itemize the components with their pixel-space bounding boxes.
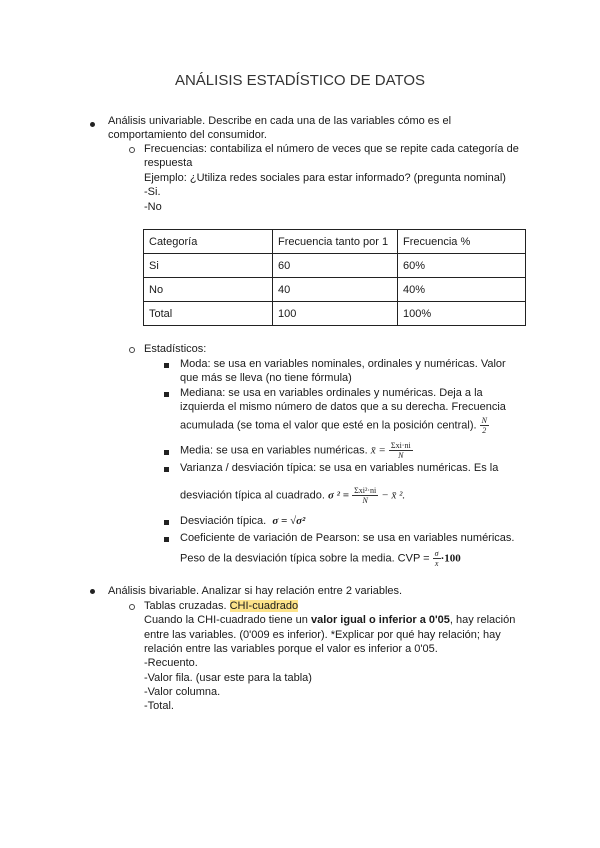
- text-line: [144, 599, 298, 613]
- table-row: [144, 254, 526, 278]
- denominator: N: [398, 451, 404, 460]
- table-cell: 60: [273, 254, 398, 278]
- bullet-icon: [90, 122, 95, 127]
- denominator: N: [362, 496, 368, 505]
- text: Estadísticos:: [144, 343, 207, 355]
- cvp-formula-rhs: ·100: [440, 552, 461, 565]
- text-line: [180, 549, 461, 568]
- table-cell: Si: [144, 254, 273, 278]
- text: -No: [144, 201, 162, 213]
- text: que más se lleva (no tiene fórmula): [180, 372, 352, 384]
- table-header: Frecuencia tanto por 1: [273, 230, 398, 254]
- text: -Valor columna.: [144, 686, 221, 698]
- numerator: N: [481, 416, 487, 425]
- square-bullet-icon: [164, 450, 169, 455]
- text: relación entre las variables porque el valor es inferior a 0'05.: [144, 643, 438, 655]
- table-cell: 100%: [398, 302, 526, 326]
- text: Mediana: se usa en variables ordinales y numéricas. Deja a la: [180, 387, 483, 399]
- text: , hay relación: [449, 614, 516, 626]
- square-bullet-icon: [164, 537, 169, 542]
- table-cell: 100: [273, 302, 398, 326]
- text-line: [180, 416, 489, 435]
- text: respuesta: [144, 157, 193, 169]
- text: -Total.: [144, 700, 174, 712]
- text: desviación típica al cuadrado.: [180, 489, 325, 502]
- table-cell: Total: [144, 302, 273, 326]
- square-bullet-icon: [164, 520, 169, 525]
- text-line: [180, 441, 413, 460]
- bold-text: valor igual o inferior a 0'05: [310, 614, 450, 626]
- text: Moda: se usa en variables nominales, ordinales y numéricas. Valor: [180, 358, 506, 370]
- page-title: ANÁLISIS ESTADÍSTICO DE DATOS: [174, 72, 426, 89]
- text-line: [180, 486, 405, 505]
- text: comportamiento del consumidor.: [108, 129, 267, 141]
- table-cell: 40: [273, 278, 398, 302]
- text: Cuando la CHI-cuadrado tiene un: [144, 614, 311, 626]
- variance-formula-lhs: σ ² =: [328, 489, 349, 502]
- text: Media: se usa en variables numéricas.: [180, 444, 368, 457]
- table-cell: 60%: [398, 254, 526, 278]
- circle-bullet-icon: [129, 604, 135, 610]
- mean-formula-lhs: x̄ =: [370, 444, 386, 457]
- frequency-table: [143, 229, 526, 326]
- denominator: x: [434, 559, 439, 568]
- table-header-row: [144, 230, 526, 254]
- text: Desviación típica.: [180, 515, 267, 527]
- highlighted-text: CHI-cuadrado: [229, 600, 299, 612]
- variance-formula: [352, 486, 378, 505]
- median-formula: [480, 416, 489, 435]
- table-header: Frecuencia %: [398, 230, 526, 254]
- numerator: Σxi²·ni: [354, 486, 377, 495]
- variance-formula-rhs: − x̄ ².: [381, 489, 406, 502]
- table-header: Categoría: [144, 230, 273, 254]
- text: Análisis bivariable. Analizar si hay relación entre 2 variables.: [108, 585, 403, 597]
- mean-formula: [389, 441, 413, 460]
- text: -Si.: [144, 186, 161, 198]
- cvp-formula: [433, 549, 441, 568]
- circle-bullet-icon: [129, 147, 135, 153]
- table-row: [144, 302, 526, 326]
- text: Tablas cruzadas.: [144, 600, 227, 612]
- table-row: [144, 278, 526, 302]
- text: acumulada (se toma el valor que esté en la posición central).: [180, 419, 477, 432]
- bullet-icon: [90, 589, 95, 594]
- text-line: [144, 613, 515, 627]
- text: entre las variables. (0'009 es inferior). *Explicar por qué hay relación; hay: [144, 629, 501, 641]
- text: -Valor fila. (usar este para la tabla): [144, 672, 312, 684]
- text: izquierda el mismo número de datos que a su derecha. Frecuencia: [180, 401, 506, 413]
- text: Frecuencias: contabiliza el número de veces que se repite cada categoría de: [144, 143, 519, 155]
- denominator: 2: [482, 426, 487, 435]
- table-cell: 40%: [398, 278, 526, 302]
- square-bullet-icon: [164, 363, 169, 368]
- std-formula: σ = √σ²: [272, 515, 306, 527]
- square-bullet-icon: [164, 467, 169, 472]
- text: Ejemplo: ¿Utiliza redes sociales para estar informado? (pregunta nominal): [144, 172, 506, 184]
- text: -Recuento.: [144, 657, 198, 669]
- numerator: Σxi·ni: [390, 441, 411, 450]
- square-bullet-icon: [164, 392, 169, 397]
- circle-bullet-icon: [129, 347, 135, 353]
- text: Varianza / desviación típica: se usa en variables numéricas. Es la: [180, 462, 499, 474]
- table-cell: No: [144, 278, 273, 302]
- text: Análisis univariable. Describe en cada una de las variables cómo es el: [108, 115, 452, 127]
- text-line: [180, 514, 305, 528]
- text: Peso de la desviación típica sobre la media. CVP =: [180, 552, 430, 565]
- numerator: σ: [434, 549, 439, 558]
- text: Coeficiente de variación de Pearson: se usa en variables numéricas.: [180, 532, 515, 544]
